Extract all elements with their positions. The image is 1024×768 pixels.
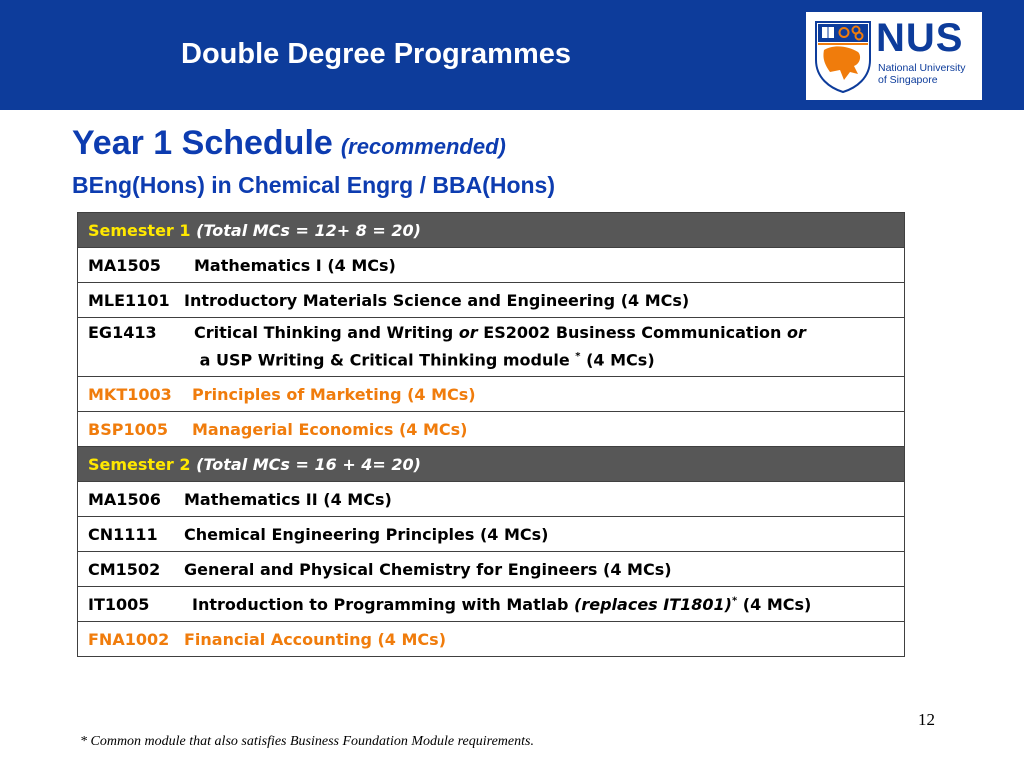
semester-2-open: ( [196, 454, 204, 474]
module-title: Principles of Marketing (4 MCs) [192, 384, 476, 404]
module-title: Financial Accounting (4 MCs) [184, 629, 446, 649]
module-title: Mathematics I (4 MCs) [194, 255, 396, 275]
module-title: Introductory Materials Science and Engineering (4 MCs) [184, 290, 690, 310]
module-code: EG1413 [88, 323, 157, 343]
module-title-line2: a USP Writing & Critical Thinking module [199, 350, 570, 370]
or-text: or [787, 323, 806, 343]
semester-1-header [78, 213, 905, 248]
slide-subtitle: BEng(Hons) in Chemical Engrg / BBA(Hons) [72, 172, 555, 198]
module-title: Chemical Engineering Principles (4 MCs) [184, 524, 549, 544]
table-row [78, 552, 905, 587]
table-row [78, 377, 905, 412]
schedule-table [77, 212, 905, 657]
nus-crest-icon [814, 20, 872, 94]
footnote: * Common module that also satisfies Business Foundation Module requirements. [80, 734, 534, 749]
module-code: MKT1003 [88, 384, 172, 404]
module-mcs: (4 MCs) [586, 350, 655, 370]
semester-2-header [78, 447, 905, 482]
logo-line-2: of Singapore [878, 74, 938, 86]
module-title: General and Physical Chemistry for Engineers (4 MCs) [184, 559, 672, 579]
logo-line-1: National University [878, 62, 966, 74]
page-number: 12 [918, 710, 935, 729]
slide-title-main: Year 1 Schedule [72, 124, 333, 162]
module-title: Mathematics II (4 MCs) [184, 489, 392, 509]
module-title: Managerial Economics (4 MCs) [192, 419, 468, 439]
module-code: CN1111 [88, 524, 158, 544]
semester-1-total: Total MCs = 12+ 8 = 20) [203, 220, 421, 240]
table-row [78, 587, 905, 622]
module-code: BSP1005 [88, 419, 168, 439]
module-title-part2: ES2002 Business Communication [483, 323, 782, 343]
asterisk-note: * [575, 351, 581, 363]
semester-1-cell [78, 213, 905, 248]
semester-1-label: Semester 1 [88, 220, 191, 240]
module-code: IT1005 [88, 594, 150, 614]
semester-2-total: Total MCs = 16 + 4= 20) [203, 454, 421, 474]
module-title-part1: Critical Thinking and Writing [194, 323, 454, 343]
module-code: FNA1002 [88, 629, 170, 649]
or-text: or [458, 323, 478, 343]
semester-1-open: ( [196, 220, 204, 240]
table-row [78, 482, 905, 517]
module-code: MA1506 [88, 489, 161, 509]
logo-wordmark: NUS [876, 16, 964, 60]
asterisk-note: * [731, 595, 738, 607]
slide-title-note: (recommended) [340, 134, 506, 159]
header-title: Double Degree Programmes [181, 38, 572, 70]
table-row [78, 283, 905, 318]
module-code: CM1502 [88, 559, 161, 579]
table-row [78, 622, 905, 657]
logo-subtitle [878, 62, 966, 86]
semester-2-cell [78, 447, 905, 482]
nus-logo [806, 12, 982, 100]
module-code: MA1505 [88, 255, 161, 275]
module-note: (replaces IT1801) [574, 594, 732, 614]
slide-title [72, 124, 506, 163]
semester-2-label: Semester 2 [88, 454, 191, 474]
table-row [78, 318, 905, 377]
table-row [78, 412, 905, 447]
table-row [78, 517, 905, 552]
module-title: Introduction to Programming with Matlab [192, 594, 569, 614]
header-bar [0, 0, 1024, 110]
module-mcs: (4 MCs) [742, 594, 812, 614]
module-code: MLE1101 [88, 290, 170, 310]
table-row [78, 248, 905, 283]
